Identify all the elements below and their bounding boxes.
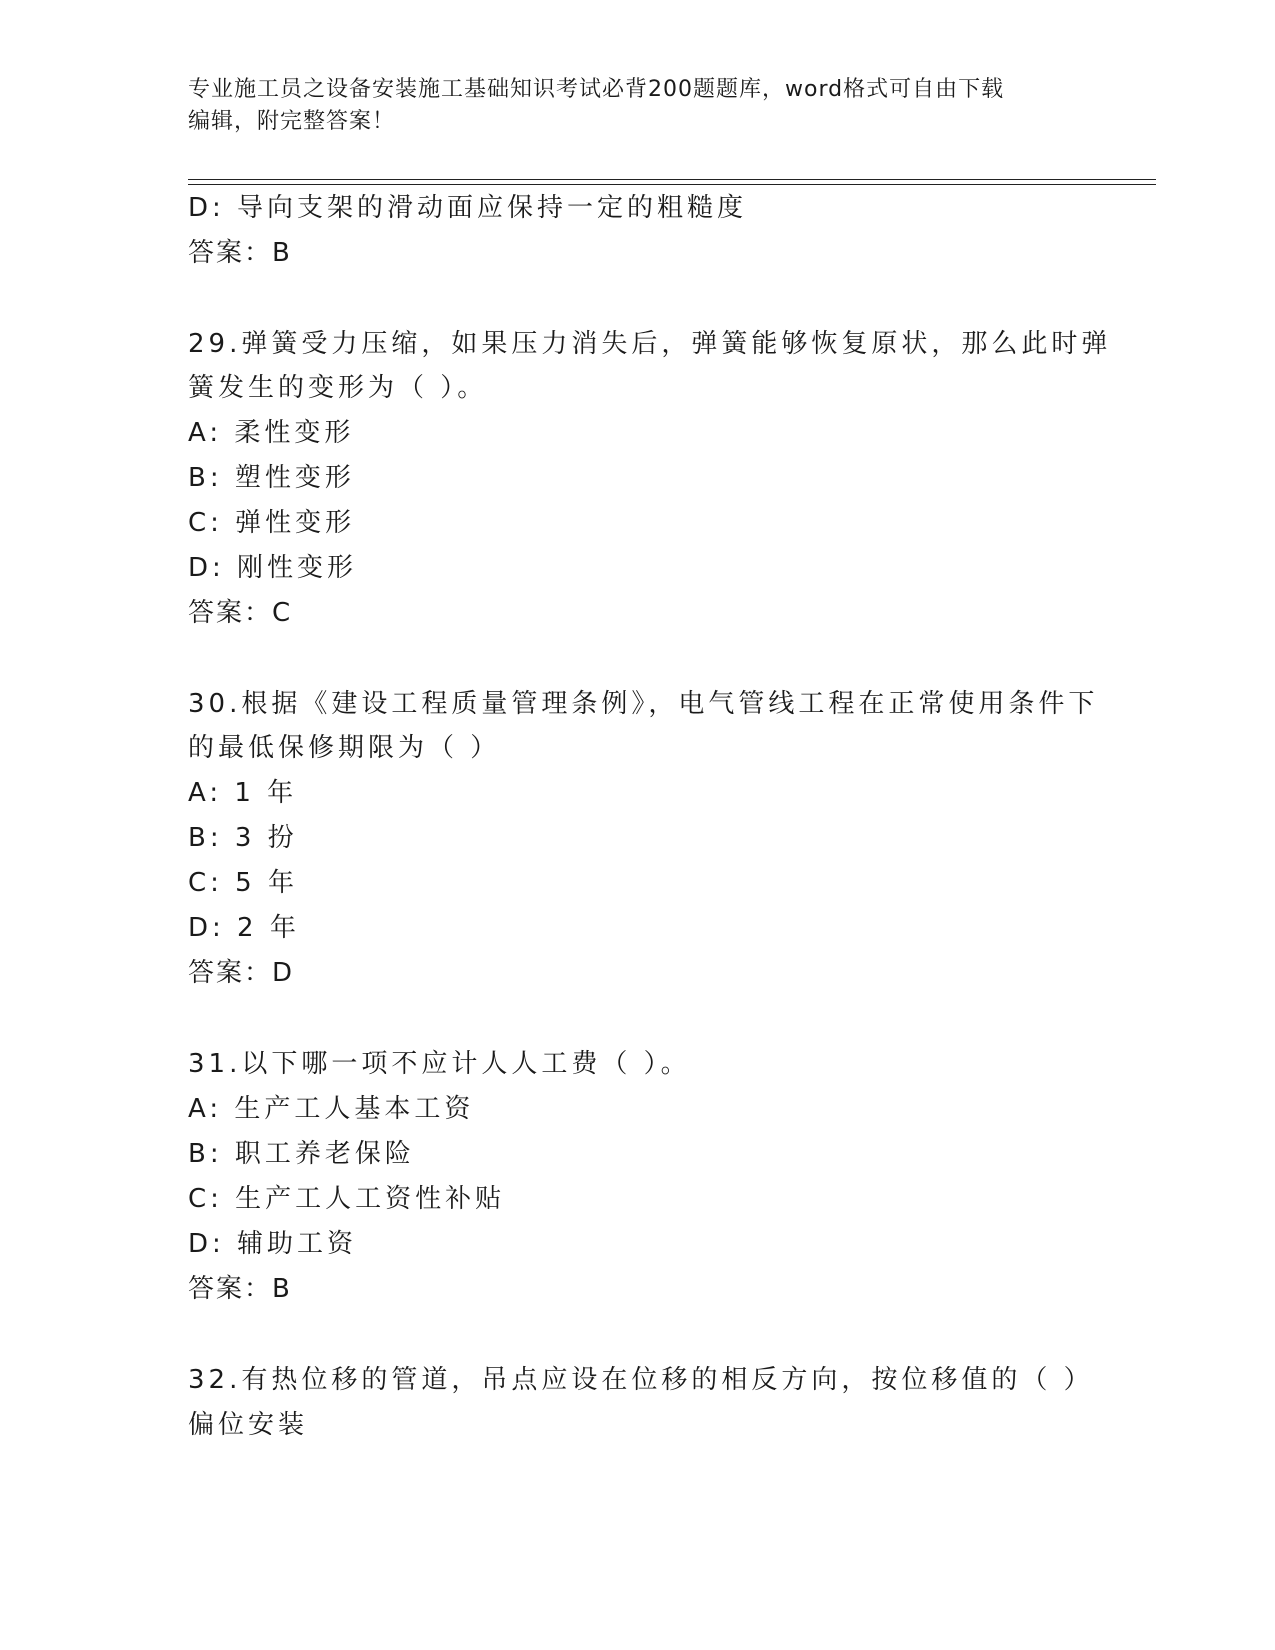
q31-stem-line-1: 31.以下哪一项不应计人人工费（ ）。 xyxy=(188,1049,691,1079)
q30-stem-line-2: 的最低保修期限为（ ） xyxy=(188,733,501,763)
q29-stem-line-1: 29.弹簧受力压缩，如果压力消失后，弹簧能够恢复原状，那么此时弹 xyxy=(188,329,1112,359)
q28-option-d: D: 导向支架的滑动面应保持一定的粗糙度 xyxy=(188,193,748,223)
q31-option-a: A: 生产工人基本工资 xyxy=(188,1094,475,1124)
q32-stem-line-1: 32.有热位移的管道，吊点应设在位移的相反方向，按位移值的（ ） xyxy=(188,1365,1094,1395)
q28-answer: 答案：B xyxy=(188,238,292,268)
q29-option-a: A: 柔性变形 xyxy=(188,418,355,448)
q30-option-c: C: 5 年 xyxy=(188,868,298,898)
q32-stem-line-2: 偏位安装 xyxy=(188,1410,309,1440)
q29-option-d: D: 刚性变形 xyxy=(188,553,358,583)
q31-option-b: B: 职工养老保险 xyxy=(188,1139,415,1169)
header-title-line-1: 专业施工员之设备安装施工基础知识考试必背200题题库，word格式可自由下载 xyxy=(188,77,1005,102)
q29-option-b: B: 塑性变形 xyxy=(188,463,355,493)
q30-option-a: A: 1 年 xyxy=(188,778,298,808)
q30-answer: 答案：D xyxy=(188,958,295,988)
q31-option-c: C: 生产工人工资性补贴 xyxy=(188,1184,506,1214)
document-header xyxy=(188,74,1088,138)
q29-option-c: C: 弹性变形 xyxy=(188,508,356,538)
header-divider-bottom xyxy=(188,184,1156,185)
q29-stem-line-2: 簧发生的变形为（ ）。 xyxy=(188,373,488,403)
q31-answer: 答案：B xyxy=(188,1274,292,1304)
q30-option-b: B: 3 扮 xyxy=(188,823,298,853)
q30-stem-line-1: 30.根据《建设工程质量管理条例》，电气管线工程在正常使用条件下 xyxy=(188,689,1099,719)
q29-answer: 答案：C xyxy=(188,598,293,628)
header-divider-top xyxy=(188,179,1156,180)
q30-option-d: D: 2 年 xyxy=(188,913,300,943)
header-title-line-2: 编辑，附完整答案！ xyxy=(188,109,396,134)
q31-option-d: D: 辅助工资 xyxy=(188,1229,358,1259)
